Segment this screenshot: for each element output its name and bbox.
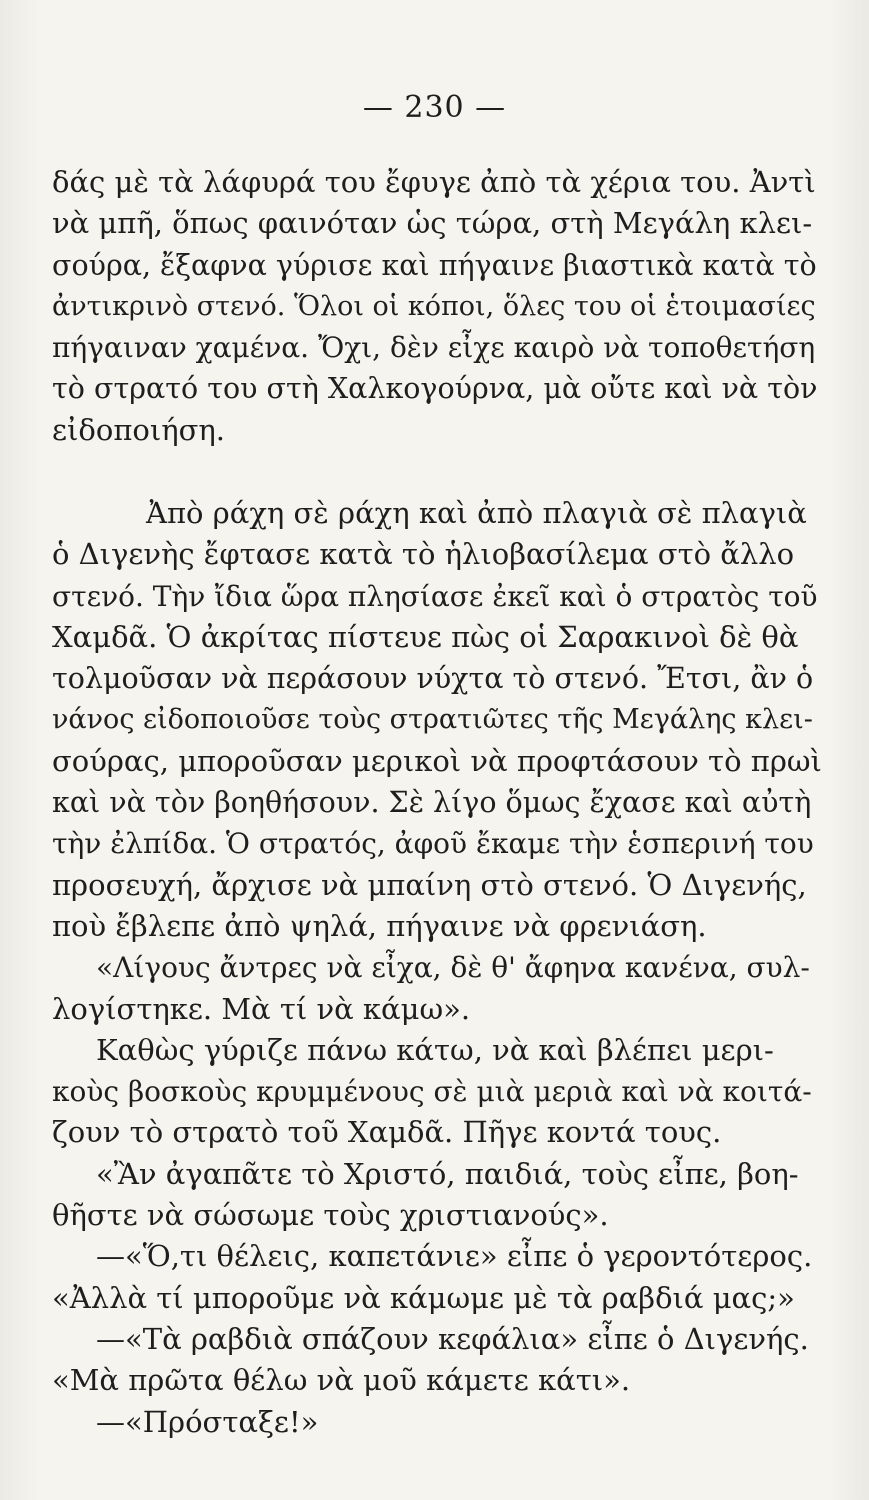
text-line: Καθὼς γύριζε πάνω κάτω, νὰ καὶ βλέπει μερι- bbox=[96, 1032, 774, 1067]
text-line: θῆστε νὰ σώσωμε τοὺς χριστιανούς». bbox=[52, 1198, 609, 1233]
text-line: ζουν τὸ στρατὸ τοῦ Χαμδᾶ. Πῆγε κοντά τους. bbox=[52, 1115, 722, 1150]
text-line: ποὺ ἔβλεπε ἀπὸ ψηλά, πήγαινε νὰ φρενιάση. bbox=[52, 908, 707, 943]
text-line: Ἀπὸ ράχη σὲ ράχη καὶ ἀπὸ πλαγιὰ σὲ πλαγιὰ bbox=[146, 496, 807, 530]
text-line: Χαμδᾶ. Ὁ ἀκρίτας πίστευε πὼς οἱ Σαρακινοὶ δὲ θὰ bbox=[52, 619, 799, 654]
text-line: —«Πρόσταξε!» bbox=[96, 1404, 319, 1439]
text-line: καὶ νὰ τὸν βοηθήσουν. Σὲ λίγο ὅμως ἔχασε καὶ αὐτὴ bbox=[52, 786, 812, 820]
paragraph-1 bbox=[52, 162, 822, 451]
text-line: «Ἂν ἀγαπᾶτε τὸ Χριστό, παιδιά, τοὺς εἶπε, βοη- bbox=[96, 1156, 799, 1191]
text-line: στενό. Τὴν ἴδια ὥρα πλησίασε ἐκεῖ καὶ ὁ στρατὸς τοῦ bbox=[52, 579, 818, 613]
text-line: εἰδοποιήση. bbox=[52, 412, 225, 447]
text-line: προσευχή, ἄρχισε νὰ μπαίνη στὸ στενό. Ὁ Διγενής, bbox=[52, 867, 807, 902]
text-line: —«Ὅ,τι θέλεις, καπετάνιε» εἶπε ὁ γεροντότερος. bbox=[96, 1239, 813, 1274]
text-line: σούρα, ἔξαφνα γύρισε καὶ πήγαινε βιαστικὰ κατὰ τὸ bbox=[52, 248, 817, 282]
text-line: τὸ στρατό του στὴ Χαλκογούρνα, μὰ οὔτε καὶ νὰ τὸν bbox=[52, 372, 818, 406]
text-line: ἀντικρινὸ στενό. Ὅλοι οἱ κόποι, ὅλες του οἱ ἑτοιμασίες bbox=[52, 290, 816, 322]
page-number: — 230 — bbox=[362, 90, 507, 125]
text-line: τολμοῦσαν νὰ περάσουν νύχτα τὸ στενό. Ἔτσι, ἂν ὁ bbox=[52, 662, 814, 696]
text-line: λογίστηκε. Μὰ τί νὰ κάμω». bbox=[52, 991, 471, 1026]
paragraph-2 bbox=[52, 493, 822, 1443]
text-line: «Ἀλλὰ τί μποροῦμε νὰ κάμωμε μὲ τὰ ραβδιά μας;» bbox=[52, 1280, 795, 1315]
text-line: κοὺς βοσκοὺς κρυμμένους σὲ μιὰ μεριὰ καὶ νὰ κοιτά- bbox=[52, 1075, 812, 1109]
text-line: —«Τὰ ραβδιὰ σπάζουν κεφάλια» εἶπε ὁ Διγενής. bbox=[96, 1321, 809, 1356]
text-line: νάνος εἰδοποιοῦσε τοὺς στρατιῶτες τῆς Μεγάλης κλει- bbox=[52, 704, 813, 736]
text-line: νὰ μπῆ, ὅπως φαινόταν ὡς τώρα, στὴ Μεγάλη κλει- bbox=[52, 206, 813, 241]
text-line: σούρας, μποροῦσαν μερικοὶ νὰ προφτάσουν τὸ πρωὶ bbox=[52, 743, 822, 778]
text-line: τὴν ἐλπίδα. Ὁ στρατός, ἀφοῦ ἔκαμε τὴν ἑσπερινή του bbox=[52, 827, 814, 861]
text-line: «Μὰ πρῶτα θέλω νὰ μοῦ κάμετε κάτι». bbox=[52, 1363, 631, 1398]
text-line: πήγαιναν χαμένα. Ὄχι, δὲν εἶχε καιρὸ νὰ τοποθετήση bbox=[52, 331, 816, 365]
text-line: δάς μὲ τὰ λάφυρά του ἔφυγε ἀπὸ τὰ χέρια του. Ἀντὶ bbox=[52, 165, 816, 199]
text-line: ὁ Διγενὴς ἔφτασε κατὰ τὸ ἡλιοβασίλεμα στὸ ἄλλο bbox=[52, 537, 795, 572]
text-line: «Λίγους ἄντρες νὰ εἶχα, δὲ θ' ἄφηνα κανένα, συλ- bbox=[96, 951, 810, 985]
